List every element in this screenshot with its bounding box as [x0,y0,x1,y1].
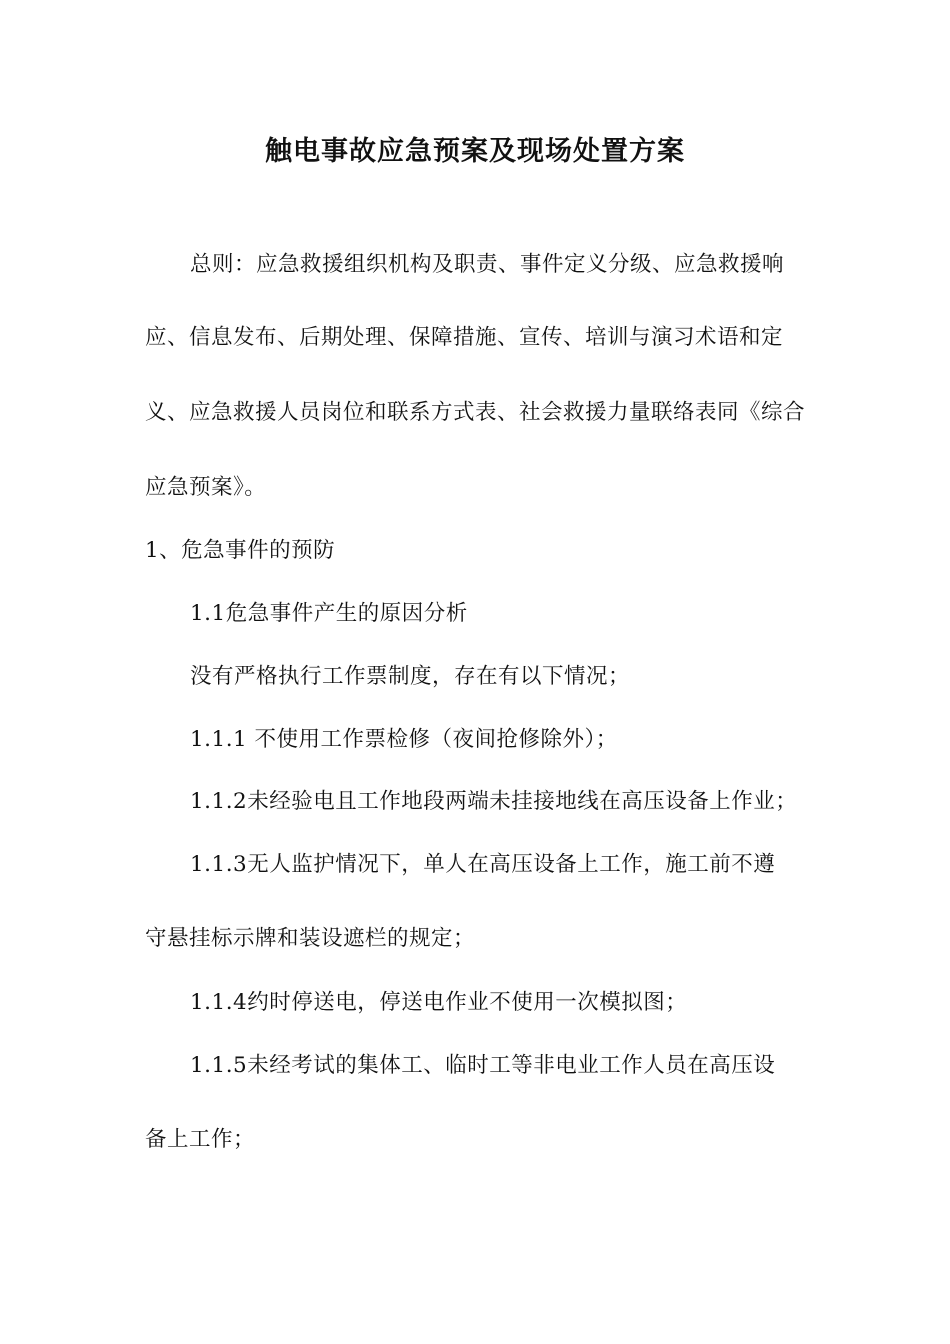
section-1-1-heading: 1.1危急事件产生的原因分析 [190,601,468,626]
general-paragraph-line-1: 总则：应急救援组织机构及职责、事件定义分级、应急救援响 [190,252,785,277]
item-1-1-5-line-2: 备上工作； [145,1127,256,1152]
item-1-1-4: 1.1.4约时停送电，停送电作业不使用一次模拟图； [190,990,688,1015]
item-1-1-2: 1.1.2未经验电且工作地段两端未挂接地线在高压设备上作业； [190,789,798,814]
section-1-heading: 1、危急事件的预防 [145,538,336,563]
item-1-1-3-line-1: 1.1.3无人监护情况下，单人在高压设备上工作，施工前不遵 [190,852,776,877]
item-1-1-3-line-2: 守悬挂标示牌和装设遮栏的规定； [145,926,476,951]
document-title: 触电事故应急预案及现场处置方案 [265,136,685,167]
general-paragraph-line-4: 应急预案》。 [145,475,267,500]
general-paragraph-line-3: 义、应急救援人员岗位和联系方式表、社会救援力量联络表同《综合 [145,400,806,425]
item-1-1-5-line-1: 1.1.5未经考试的集体工、临时工等非电业工作人员在高压设 [190,1053,776,1078]
general-paragraph-line-2: 应、信息发布、后期处理、保障措施、宣传、培训与演习术语和定 [145,325,784,350]
intro-paragraph: 没有严格执行工作票制度，存在有以下情况； [190,664,631,689]
item-1-1-1: 1.1.1 不使用工作票检修（夜间抢修除外）； [190,727,618,752]
